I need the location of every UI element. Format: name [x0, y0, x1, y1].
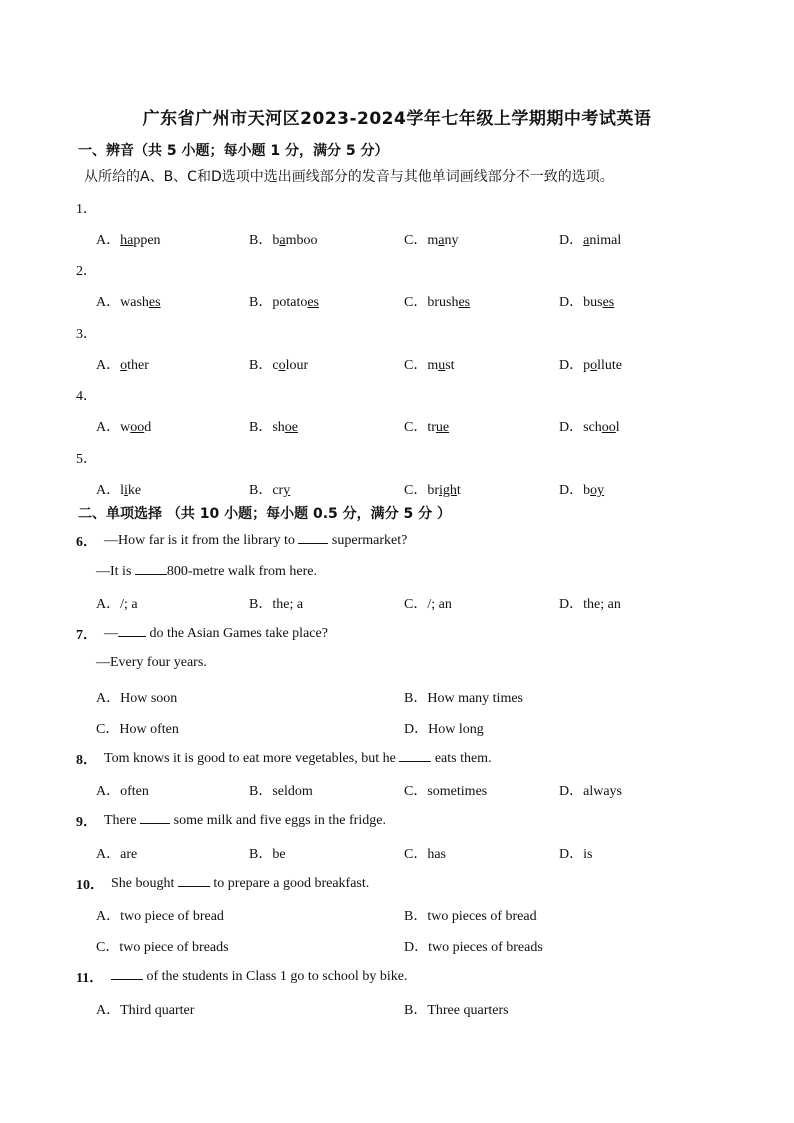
- question-number: 1．: [76, 202, 97, 217]
- option-letter: A．: [96, 233, 121, 248]
- stem-text: 800-metre walk from here.: [166, 564, 317, 579]
- underlined-part: y: [283, 483, 291, 498]
- option-text: two piece of breads: [119, 940, 229, 955]
- option-letter: A．: [96, 597, 121, 612]
- stem-text: do the Asian Games take place?: [146, 626, 328, 641]
- word-part: brush: [427, 295, 459, 310]
- word-part: b: [272, 233, 280, 248]
- option-letter: A．: [96, 295, 121, 310]
- option-text: How many times: [427, 691, 523, 706]
- option-b: [404, 905, 537, 925]
- question-stem: [104, 624, 328, 642]
- question-stem: [111, 967, 407, 985]
- question-number: 4．: [76, 389, 97, 404]
- option-c: [404, 843, 446, 863]
- option-text: How soon: [120, 691, 178, 706]
- option-letter: A．: [96, 847, 121, 862]
- option-text: /; an: [427, 597, 452, 612]
- option-letter: D．: [559, 295, 584, 310]
- option-letter: A．: [96, 784, 121, 799]
- word-part: l: [120, 483, 125, 498]
- option-letter: C．: [96, 940, 120, 955]
- option-letter: D．: [559, 784, 584, 799]
- option-letter: D．: [404, 722, 429, 737]
- option-a: [96, 291, 161, 311]
- underlined-part: es: [307, 295, 320, 310]
- page-title: 广东省广州市天河区2023-2024学年七年级上学期期中考试英语: [142, 109, 652, 129]
- word-part: sh: [272, 420, 285, 435]
- option-letter: A．: [96, 909, 121, 924]
- option-letter: B．: [249, 847, 273, 862]
- question-stem: [104, 749, 492, 767]
- option-letter: D．: [404, 940, 429, 955]
- option-c: [404, 354, 455, 374]
- option-c: [96, 718, 179, 738]
- word-part: ther: [127, 358, 149, 373]
- word-part: ke: [127, 483, 142, 498]
- option-c: [404, 593, 452, 613]
- word-part: sch: [583, 420, 602, 435]
- word-part: lour: [285, 358, 309, 373]
- word-part: cr: [272, 483, 284, 498]
- option-letter: A．: [96, 420, 121, 435]
- question-number: 2．: [76, 264, 97, 279]
- option-letter: C．: [404, 295, 428, 310]
- word-part: potato: [272, 295, 308, 310]
- word-part: st: [445, 358, 455, 373]
- option-c: [404, 291, 470, 311]
- stem-text: —: [104, 626, 118, 641]
- option-text: always: [583, 784, 623, 799]
- option-d: [559, 291, 614, 311]
- option-letter: A．: [96, 483, 121, 498]
- option-letter: D．: [559, 597, 584, 612]
- option-d: [559, 780, 622, 800]
- stem-text: There: [104, 813, 141, 828]
- answer-blank: [178, 874, 210, 887]
- underlined-part: es: [602, 295, 615, 310]
- question-stem: [111, 874, 369, 892]
- option-letter: C．: [96, 722, 120, 737]
- underlined-part: o: [278, 358, 286, 373]
- underlined-part: igh: [439, 483, 457, 498]
- answer-blank: [399, 749, 431, 762]
- option-text: two piece of bread: [120, 909, 224, 924]
- option-letter: B．: [249, 358, 273, 373]
- underlined-part: o: [590, 358, 598, 373]
- option-letter: C．: [404, 233, 428, 248]
- word-part: m: [427, 358, 439, 373]
- answer-blank: [111, 967, 143, 980]
- word-part: d: [144, 420, 152, 435]
- word-part: wash: [120, 295, 149, 310]
- underlined-part: es: [148, 295, 161, 310]
- underlined-part: a: [279, 233, 286, 248]
- option-a: [96, 354, 149, 374]
- option-a: [96, 416, 151, 436]
- option-a: [96, 905, 224, 925]
- word-part: b: [583, 483, 591, 498]
- option-text: sometimes: [427, 784, 488, 799]
- question-stem: [104, 811, 386, 829]
- option-c: [404, 416, 449, 436]
- section-instruction: 从所给的A、B、C和D选项中选出画线部分的发音与其他单词画线部分不一致的选项。: [84, 169, 614, 185]
- question-number: 9．: [76, 815, 97, 830]
- underlined-part: u: [438, 358, 446, 373]
- question-number: 3．: [76, 327, 97, 342]
- option-letter: B．: [249, 597, 273, 612]
- option-d: [559, 843, 592, 863]
- option-text: two pieces of breads: [428, 940, 543, 955]
- underlined-part: oo: [130, 420, 145, 435]
- word-part: ppen: [133, 233, 161, 248]
- option-d: [559, 593, 621, 613]
- option-text: two pieces of bread: [427, 909, 537, 924]
- option-c: [404, 780, 487, 800]
- word-part: br: [427, 483, 440, 498]
- option-c: [96, 936, 229, 956]
- option-letter: C．: [404, 847, 428, 862]
- option-a: [96, 479, 141, 499]
- answer-blank: [135, 562, 167, 575]
- option-text: be: [272, 847, 286, 862]
- underlined-part: oo: [601, 420, 616, 435]
- option-letter: B．: [404, 909, 428, 924]
- option-letter: D．: [559, 483, 584, 498]
- option-c: [404, 229, 458, 249]
- word-part: tr: [427, 420, 436, 435]
- underlined-part: es: [458, 295, 471, 310]
- option-d: [559, 229, 621, 249]
- option-a: [96, 229, 161, 249]
- word-part: l: [615, 420, 620, 435]
- option-text: How often: [119, 722, 179, 737]
- word-part: ny: [444, 233, 459, 248]
- question-number: 11．: [76, 971, 104, 986]
- option-text: the; an: [583, 597, 621, 612]
- option-a: [96, 999, 194, 1019]
- section-heading-multiple-choice: 二、单项选择 （共 10 小题；每小题 0.5 分，满分 5 分 ）: [78, 506, 452, 522]
- option-b: [404, 999, 509, 1019]
- option-a: [96, 593, 138, 613]
- question-stem: [104, 531, 407, 549]
- stem-text: eats them.: [431, 751, 492, 766]
- option-letter: D．: [559, 420, 584, 435]
- word-part: c: [272, 358, 279, 373]
- answer-blank: [140, 811, 170, 824]
- stem-text: —It is: [96, 564, 135, 579]
- stem-text: to prepare a good breakfast.: [209, 876, 370, 891]
- underlined-part: ue: [435, 420, 450, 435]
- option-b: [249, 780, 313, 800]
- option-letter: C．: [404, 784, 428, 799]
- word-part: t: [456, 483, 461, 498]
- underlined-part: o: [120, 358, 128, 373]
- word-part: bus: [583, 295, 603, 310]
- word-part: w: [120, 420, 131, 435]
- option-a: [96, 687, 177, 707]
- option-b: [249, 479, 290, 499]
- option-d: [559, 354, 622, 374]
- option-d: [404, 718, 484, 738]
- word-part: m: [427, 233, 439, 248]
- underlined-part: a: [583, 233, 590, 248]
- option-letter: D．: [559, 233, 584, 248]
- option-b: [249, 291, 319, 311]
- option-text: seldom: [272, 784, 313, 799]
- option-letter: B．: [404, 691, 428, 706]
- option-letter: A．: [96, 691, 121, 706]
- option-letter: C．: [404, 420, 428, 435]
- option-text: are: [120, 847, 138, 862]
- option-text: Third quarter: [120, 1003, 195, 1018]
- question-number: 8．: [76, 753, 97, 768]
- word-part: llute: [597, 358, 623, 373]
- option-letter: D．: [559, 358, 584, 373]
- option-b: [249, 593, 303, 613]
- stem-text: —How far is it from the library to: [104, 533, 299, 548]
- option-b: [249, 843, 286, 863]
- word-part: nimal: [589, 233, 622, 248]
- question-stem-line2: [96, 562, 317, 580]
- question-number: 5．: [76, 452, 97, 467]
- option-c: [404, 479, 461, 499]
- option-letter: A．: [96, 358, 121, 373]
- option-text: the; a: [272, 597, 304, 612]
- option-text: How long: [428, 722, 484, 737]
- stem-text: of the students in Class 1 go to school by bike.: [143, 969, 408, 984]
- option-text: often: [120, 784, 149, 799]
- option-b: [404, 687, 523, 707]
- option-b: [249, 354, 308, 374]
- option-a: [96, 843, 137, 863]
- underlined-part: a: [438, 233, 445, 248]
- option-letter: B．: [249, 233, 273, 248]
- option-text: is: [583, 847, 593, 862]
- underlined-part: ha: [120, 233, 134, 248]
- option-text: has: [427, 847, 447, 862]
- option-letter: B．: [404, 1003, 428, 1018]
- underlined-part: oy: [590, 483, 605, 498]
- option-letter: B．: [249, 420, 273, 435]
- section-heading-pronunciation: 一、辨音（共 5 小题；每小题 1 分，满分 5 分）: [78, 143, 389, 159]
- question-number: 7．: [76, 628, 97, 643]
- stem-text: some milk and five eggs in the fridge.: [170, 813, 386, 828]
- option-text: /; a: [120, 597, 138, 612]
- option-letter: C．: [404, 483, 428, 498]
- stem-text: Tom knows it is good to eat more vegetables, but he: [104, 751, 400, 766]
- option-letter: B．: [249, 295, 273, 310]
- answer-blank: [118, 624, 146, 637]
- word-part: p: [583, 358, 591, 373]
- option-letter: C．: [404, 597, 428, 612]
- option-letter: B．: [249, 483, 273, 498]
- word-part: mboo: [285, 233, 318, 248]
- option-letter: C．: [404, 358, 428, 373]
- option-d: [559, 416, 620, 436]
- question-number: 10．: [76, 878, 104, 893]
- option-b: [249, 416, 298, 436]
- stem-text: supermarket?: [328, 533, 408, 548]
- question-number: 6．: [76, 535, 97, 550]
- option-d: [559, 479, 604, 499]
- option-letter: B．: [249, 784, 273, 799]
- option-a: [96, 780, 149, 800]
- option-letter: D．: [559, 847, 584, 862]
- underlined-part: oe: [284, 420, 299, 435]
- option-d: [404, 936, 543, 956]
- option-letter: A．: [96, 1003, 121, 1018]
- answer-blank: [298, 531, 328, 544]
- question-stem-line2: —Every four years.: [96, 655, 207, 670]
- stem-text: She bought: [111, 876, 178, 891]
- option-text: Three quarters: [427, 1003, 509, 1018]
- option-b: [249, 229, 317, 249]
- underlined-part: i: [124, 483, 128, 498]
